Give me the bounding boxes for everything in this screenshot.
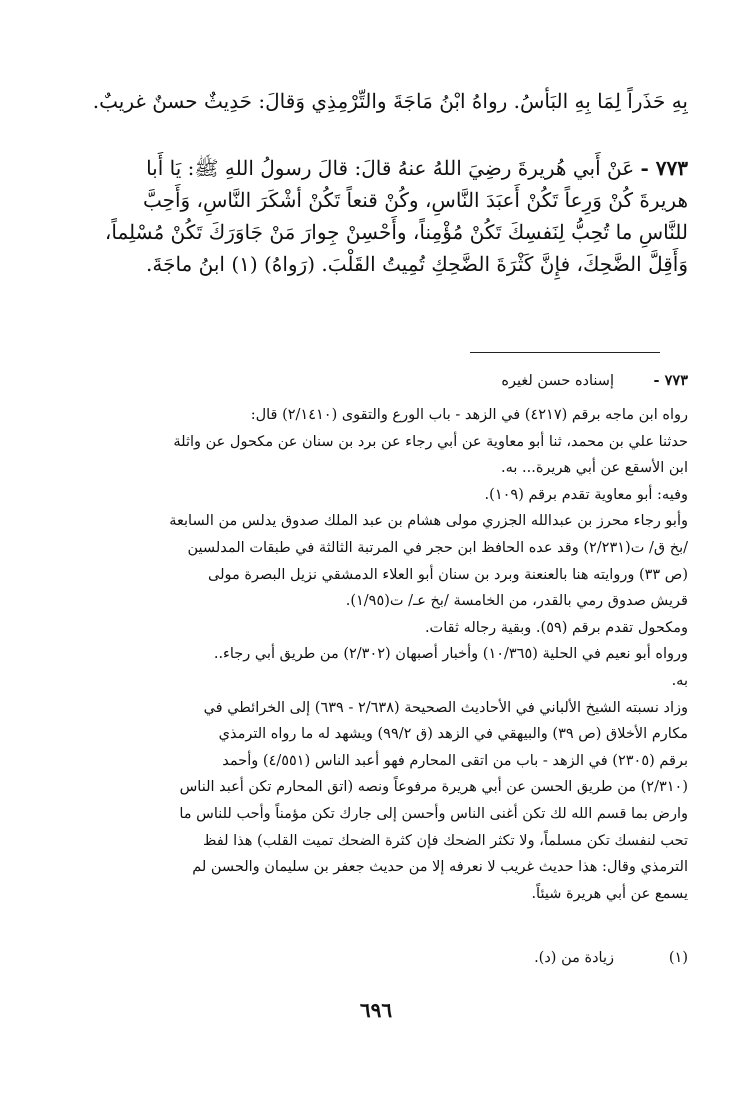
hadith-text-line-3: للنَّاسِ ما تُحِبُّ لِنَفسِكَ تَكُنْ مُؤْمِناً، وأَحْسِنْ جِوارَ مَنْ جَاوَرَكَ تَكُنْ مُسْلِماً، [104,220,688,244]
footnote-line: وزاد نسبته الشيخ الألباني في الأحاديث الصحيحة (٢/٦٣٨ - ٦٣٩) إلى الخرائطي في [203,699,688,716]
footnote-line: برقم (٢٣٠٥) في الزهد - باب من اتقى المحارم فهو أعبد الناس (٤/٥٥١) وأحمد [222,752,688,769]
footnote-line: وأبو رجاء محرز بن عبدالله الجزري مولى هشام بن عبد الملك صدوق يدلس من السابعة [169,513,688,530]
footnote-line: الترمذي وقال: هذا حديث غريب لا نعرفه إلا من حديث جعفر بن سليمان والحسن لم [192,859,688,876]
footnote-line: /بخ ق/ ت(٢/٢٣١) وقد عده الحافظ ابن حجر في المرتبة الثالثة في طبقات المدلسين [187,539,688,556]
page-number: ٦٩٦ [359,998,393,1022]
intro-line: بِهِ حَذَراً لِمَا بِهِ البَأْسُ. رواهُ ابْنُ مَاجَةَ والتِّرْمِذِي وَقالَ: حَدِيثٌ حسنٌ غريبٌ. [92,89,688,113]
hadith-773 [48,152,688,280]
footnote-line: به. [671,672,688,689]
hadith-text-line-1: عَنْ أَبي هُريرةَ رضِيَ اللهُ عنهُ قالَ: قالَ رسولُ اللهِ ﷺ: يَا أَبا [146,156,635,180]
footnote-line: ومكحول تقدم برقم (٥٩). وبقية رجاله ثقات. [424,619,688,636]
footnote-line: يسمع عن أبي هريرة شيئاً. [531,885,688,902]
hadith-number: ٧٧٣ - [640,156,688,180]
footnote-line: تحب لنفسك تكن مسلماً، ولا تكثر الضحك فإن كثرة الضحك تميت القلب) هذا لفظ [203,832,688,849]
hadith-line [48,152,688,184]
hadith-text-line-2: هريرةَ كُنْ وَرِعاً تَكُنْ أَعبَدَ النَّاسِ، وكُنْ قنعاً تَكُنْ أشْكَرَ النَّاسِ، وَأَحِبَّ [142,188,688,212]
footnote-line: رواه ابن ماجه برقم (٤٢١٧) في الزهد - باب الورع والتقوى (٢/١٤١٠) قال: [250,407,688,423]
footnote-heading [64,372,688,389]
footnote-grade: إسناده حسن لغيره [501,373,614,389]
footnote-body [64,402,688,907]
footnote-line: (ص ٣٣) وروايته هنا بالعنعنة وبرد بن سنان أبو العلاء الدمشقي نزيل البصرة مولى [207,566,688,583]
footnote-line: وارض بما قسم الله لك تكن أغنى الناس وأحسن إلى جارك تكن مؤمناً وأحب للناس ما [179,805,688,822]
hadith-text-line-4: وَأَقِلَّ الضَّحِكَ، فإِنَّ كَثْرَةَ الضَّحِكِ تُمِيتُ القَلْبَ. (رَواهُ) (١) ابنُ ماجَةَ. [146,252,688,276]
footnote-line: وفيه: أبو معاوية تقدم برقم (١٠٩). [484,486,688,503]
footnote-number: ٧٧٣ - [653,372,688,389]
footnote-line: (٢/٣١٠) من طريق الحسن عن أبي هريرة مرفوعاً ونصه (اتق المحارم تكن أعبد الناس [179,779,688,796]
footnote-one [64,950,688,966]
footnote-line: قريش صدوق رمي بالقدر، من الخامسة /بخ عـ/ ت(١/٩٥). [345,593,688,610]
footnote-line: حدثنا علي بن محمد، ثنا أبو معاوية عن أبي رجاء عن برد بن سنان عن مكحول عن واثلة [173,433,688,450]
footnote-line: مكارم الأخلاق (ص ٣٩) والبيهقي في الزهد (ق ٩٩/٢) ويشهد له ما رواه الترمذي [218,726,688,743]
previous-hadith-ending [48,86,688,116]
footnote-line: ورواه أبو نعيم في الحلية (١٠/٣٦٥) وأخبار أصبهان (٢/٣٠٢) من طريق أبي رجاء.. [213,646,688,663]
footnote-line: ابن الأسقع عن أبي هريرة... به. [500,460,688,477]
footnote-one-number: (١) [668,950,688,966]
footnote-separator [470,352,660,353]
footnote-one-text: زيادة من (د). [534,950,614,966]
